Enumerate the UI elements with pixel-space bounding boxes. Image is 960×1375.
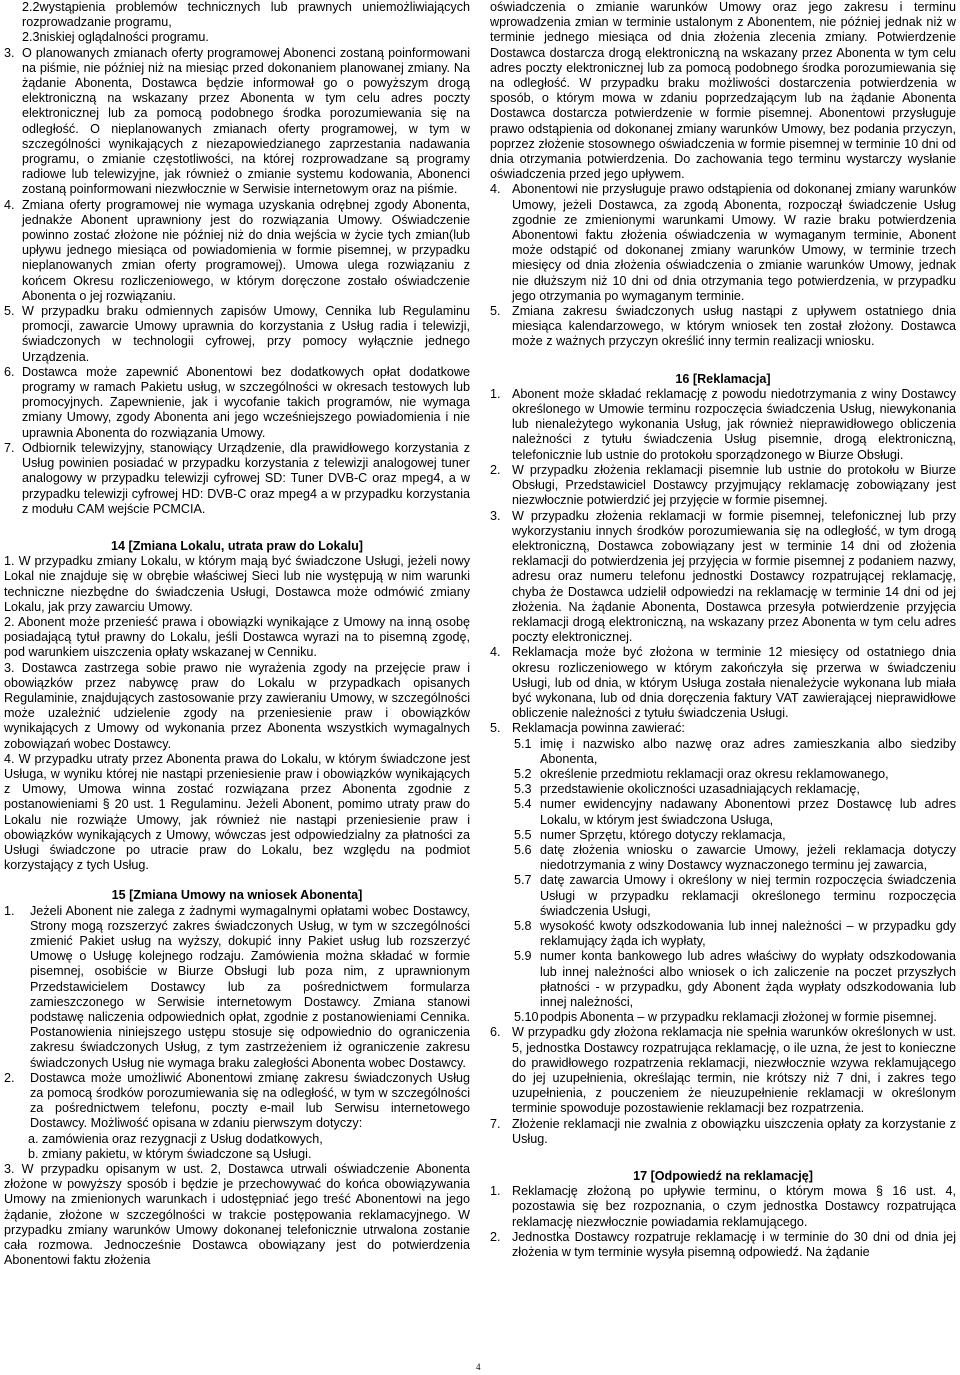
sub-item [514,949,956,1010]
item-number: 7. [490,1116,501,1131]
item-number: 5.2 [514,766,532,781]
list-item: 2.3niskiej oglądalności programu. [22,30,209,45]
item-text: W przypadku gdy złożona reklamacja nie spełnia warunków określonych w ust. 5, jednostka Dostawcy rozpatrująca reklamację, o ile uzna, że jest to konieczne do prawidłowego rozpatrzenia reklamacji, niezwłocznie wzywa reklamującego do jej uzupełnienia, określając termin, nie krótszy niż 7 dni, i zakres tego uzupełnienia, z pouczeniem że nieuzupełnienie reklamacji w określonym terminie spowoduje pozostawienie reklamacji bez rozpatrzenia. [512,1025,956,1116]
item-number: 6. [4,364,15,379]
paragraph: 2. Abonent może przenieść prawa i obowiązki wynikające z Umowy na inną osobę posiadającą tytuł prawny do Lokalu, jeśli Dostawca wyrazi na to pisemną zgodę, pod warunkiem uiszczenia opłaty wskazanej w Cenniku. [4,614,470,660]
item-number: 5.8 [514,918,532,933]
item-number: 5. [4,304,15,319]
list-item: 2.2wystąpienia problemów technicznych lub prawnych uniemożliwiających rozprowadzanie programu, [22,0,470,30]
item-number: 4. [490,182,501,197]
item-number: 4. [4,197,15,212]
section-heading: 17 [Odpowiedź na reklamację] [633,1169,813,1184]
item-number: 3. [4,45,15,60]
sub-item [514,1010,956,1025]
paragraph: oświadczenia o zmianie warunków Umowy oraz jego zakresu i terminu wprowadzenia zmian w terminie ustalonym z Abonentem, nie później jednak niż w terminie jednego miesiąca od dnia złożenia zlecenia zmiany. Potwierdzenie Dostawca dostarcza drogą elektroniczną na wskazany przez Abonenta w tym celu adres poczty elektronicznej lub za pomocą podobnego środka porozumiewania się na odległość. W przypadku braku możliwości dostarczenia potwierdzenia w sposób, o którym mowa w zdaniu poprzedzającym lub na żądanie Abonenta Dostawca dostarcza potwierdzenie w formie pisemnej. Abonentowi przysługuje prawo odstąpienia od dokonanej zmiany warunków Umowy, bez podania przyczyn, poprzez złożenie stosownego oświadczenia w formie pisemnej w terminie 10 dni od dnia otrzymania potwierdzenia. Do zachowania tego terminu wystarczy wysłanie oświadczenia przed jego upływem. [490,0,956,182]
list-item [4,904,470,1071]
odpowiedz-list [490,1184,956,1260]
item-text: O planowanych zmianach oferty programowej Abonenci zostaną poinformowani na piśmie, nie później niż na miesiąc przed dokonaniem planowanej zmiany. Na żądanie Abonenta, Dostawca będzie informował go o powyższym drogą elektroniczną na wskazany przez Abonenta w tym celu adres poczty elektronicznej lub za pomocą podobnego środka porozumiewania się na odległość. O nieplanowanych zmianach oferty programowej, w tym w szczególności wynikających z niezapowiedzianego zaprzestania nadawania programu, o zmianie częstotliwości, na której rozprowadzane są programy radiowe lub telewizyjne, jak również o zmianie systemu kodowania, Abonenci zostaną poinformowani niezwłocznie w Serwisie internetowym oraz na piśmie. [22,45,470,197]
item-number: 5.3 [514,782,532,797]
item-text: określenie przedmiotu reklamacji oraz okresu reklamowanego, [540,766,889,781]
page-number: 4 [476,1362,481,1372]
item-number: 1. [490,386,501,401]
item-text: Reklamacja może być złożona w terminie 12 miesięcy od ostatniego dnia okresu rozliczeniowego w którym zakończyła się przerwa w świadczeniu Usługi, lub od dnia, w którym Usługa została nienależycie wykonana lub miała być wykonana, lub od dnia doręczenia faktury VAT zawierającej nieprawidłowe obliczenie należności z tytułu świadczenia Usługi. [512,645,956,721]
list-item [4,365,470,441]
item-text: Dostawca może zapewnić Abonentowi bez dodatkowych opłat dodatkowe programy w ramach Pakietu usług, w szczególności w okresach testowych lub promocyjnych. Zapewnienie, jak i wycofanie takich programów, nie wymaga zmiany Umowy, zgody Abonenta ani jego wcześniejszego powiadomienia i nie uprawnia Abonenta do rozwiązania Umowy. [22,364,470,440]
reklamacja-list-tail [490,1025,956,1147]
sub-item [514,767,956,782]
item-text: Jednostka Dostawcy rozpatruje reklamację i w terminie do 30 dni od dnia jej złożenia w tym terminie wysyła pisemną odpowiedź. Na żądanie [512,1229,956,1260]
section-heading: 16 [Reklamacja] [675,371,771,386]
paragraph: 1. W przypadku zmiany Lokalu, w którym mają być świadczone Usługi, jeżeli nowy Lokal nie znajduje się w obrębie właściwej Sieci lub nie występują w nim warunki techniczne niezbędne do świadczenia Usługi, Dostawca może odmówić zmiany Lokalu, jak przy zawarciu Umowy. [4,554,470,614]
item-number: 5.1 [514,736,532,751]
item-text: podpis Abonenta – w przypadku reklamacji złożonej w formie pisemnej. [540,1010,937,1025]
item-text: W przypadku braku odmiennych zapisów Umowy, Cennika lub Regulaminu promocji, zawarcie Umowy uprawnia do korzystania z Usług radia i telewizji, świadczonych w technologii cyfrowej, przy pomocy wyłącznie jednego Urządzenia. [22,304,470,364]
item-text: Odbiornik telewizyjny, stanowiący Urządzenie, dla prawidłowego korzystania z Usług powinien posiadać w przypadku korzystania z telewizji analogowej tuner analogowy w przypadku telewizji cyfrowej SD: Tuner DVB-C oraz mpeg4, a w przypadku telewizji cyfrowej HD: DVB-C oraz mpeg4 a w przypadku korzystania z modułu CAM wejście PCMCIA. [22,440,470,516]
item-text: przedstawienie okoliczności uzasadniających reklamację, [540,782,860,797]
item-number: 5. [490,721,501,736]
item-number: 7. [4,440,15,455]
sub-item [514,919,956,949]
sub-item [514,828,956,843]
list-item [4,304,470,365]
list-item [490,1025,956,1116]
list-item [490,509,956,646]
item-text: Dostawca może umożliwić Abonentowi zmianę zakresu świadczonych Usług za pomocą środków porozumiewania się na odległość, w tym w szczególności za pośrednictwem telefonu, poczty e-mail lub Serwisu internetowego Dostawcy. Możliwość opisana w zdaniu pierwszym dotyczy: [30,1070,470,1131]
item-text: W przypadku złożenia reklamacji pisemnie lub ustnie do protokołu w Biurze Obsługi, Przedstawiciel Dostawcy przyjmujący reklamację zobowiązany jest niezwłocznie potwierdzić jej przyjęcie w formie pisemnej. [512,462,956,508]
item-number: 5.4 [514,797,532,812]
sub-item: b. zmiany pakietu, w którym świadczone są Usługi. [28,1146,312,1161]
reklamacja-list [490,387,956,737]
item-text: numer konta bankowego lub adres właściwy do wypłaty odszkodowania lub innej należności albo wniosek o ich zaliczenie na poczet przyszłych płatności - w przypadku, gdy Abonent żąda wypłaty odszkodowania lub innej należności, [540,949,956,1009]
sub-item [514,873,956,919]
list-item [4,1071,470,1132]
right-column [490,0,956,1260]
sub-item: a. zamówienia oraz rezygnacji z Usług dodatkowych, [28,1131,323,1146]
item-number: 5.7 [514,873,532,888]
list-item [490,1184,956,1230]
item-number: 5.10 [514,1010,539,1025]
list-item [490,1117,956,1147]
item-number: 2. [490,1229,501,1244]
list-item [490,721,956,736]
paragraph: 3. W przypadku opisanym w ust. 2, Dostawca utrwali oświadczenie Abonenta złożone w powyższy sposób i będzie je przechowywać do końca obowiązywania Umowy na zmienionych warunkach i udostępniać jego treść Abonentowi na jego żądanie, złożone w szczególności w trakcie postępowania reklamacyjnego. W przypadku zmiany warunków Umowy dokonanej telefonicznie utrwalona zostanie cała rozmowa. Jednocześnie Dostawca obowiązany jest do potwierdzenia Abonentowi faktu złożenia [4,1162,470,1268]
item-text: Reklamacja powinna zawierać: [512,721,685,736]
sub-item [514,843,956,873]
item-text: numer Sprzętu, którego dotyczy reklamacja, [540,827,786,842]
item-number: 2. [4,1070,15,1085]
item-text: Reklamację złożoną po upływie terminu, o którym mowa § 16 ust. 4, pozostawia się bez rozpoznania, o czym jednostka Dostawcy rozpatrująca reklamację niezwłocznie powiadamia reklamującego. [512,1184,956,1229]
item-number: 5.5 [514,827,532,842]
item-text: Jeżeli Abonent nie zalega z żadnymi wymagalnymi opłatami wobec Dostawcy, Strony mogą rozszerzyć zakres świadczonych Usług, w tym w szczególności zmienić Pakiet usług na wyższy, dokupić inny Pakiet usług lub rozszerzyć Umowę o Usługę kolejnego rodzaju. Zamówienia można składać w formie pisemnej, osobiście w Biurze Obsługi lub poza nim, z uprawnionym Przedstawicielem Dostawcy lub za pośrednictwem formularza zamieszczonego w Serwisie internetowym Dostawcy. Zmiana stanowi podstawę naliczenia odpowiednich opłat, zgodnie z postanowieniami Cennika. Postanowienia niniejszego ustępu stosuje się odpowiednio do ograniczenia zakresu świadczonych Usług, z tym zastrzeżeniem iż ograniczenie zakresu świadczonych Usług nie wymaga braku zaległości Abonenta wobec Dostawcy. [30,903,470,1070]
section-heading: 14 [Zmiana Lokalu, utrata praw do Lokalu] [111,538,363,553]
sub-item [514,797,956,827]
list-item [490,304,956,350]
list-item [490,463,956,509]
list-item [490,182,956,304]
item-text: Abonentowi nie przysługuje prawo odstąpienia od dokonanej zmiany warunków Umowy, jeżeli Dostawca, za zgodą Abonenta, rozpoczął świadczenie Usług zgodnie ze zmienionymi warunkami Umowy. W razie braku potwierdzenia Abonentowi faktu złożenia oświadczenia w wymaganym terminie, Abonent może odstąpić od dokonanej zmiany warunków Umowy, w terminie trzech miesięcy od dnia złożenia oświadczenia o zmianie warunków Umowy, jednak nie dłuższym niż 10 dni od dnia otrzymania tego potwierdzenia, w przypadku jego otrzymania po wymaganym terminie. [512,182,956,303]
sub-item [514,737,956,767]
item-text: datę złożenia wniosku o zawarcie Umowy, jeżeli reklamacja dotyczy niedotrzymania z winy Dostawcy wyznaczonego terminu jej zawarcia, [540,842,956,873]
item-text: W przypadku złożenia reklamacji w formie pisemnej, telefonicznej lub przy wykorzystaniu innych środków porozumiewania się na odległość, w tym drogą elektroniczną, Dostawca zobowiązany jest w terminie 14 dni od złożenia reklamacji do potwierdzenia jej przyjęcia w formie pisemnej z podaniem nazwy, adresu oraz numeru telefonu jednostki Dostawcy rozpatrującej reklamację, chyba że Dostawca udzielił odpowiedzi na reklamację w terminie 14 dni od jej złożenia. Na żądanie Abonenta, Dostawca przesyła potwierdzenie przyjęcia reklamacji drogą elektroniczną, na wskazany przez Abonenta w tym celu adres poczty elektronicznej. [512,508,956,645]
section-heading: 15 [Zmiana Umowy na wniosek Abonenta] [111,888,363,903]
left-column [4,0,470,1268]
sub-item [514,782,956,797]
item-number: 5.6 [514,842,532,857]
item-text: imię i nazwisko albo nazwę oraz adres zamieszkania albo siedziby Abonenta, [540,736,956,766]
item-text: datę zawarcia Umowy i określony w niej termin rozpoczęcia świadczenia Usługi w przypadku reklamacji określonego terminu rozpoczęcia świadczenia Usługi, [540,873,956,918]
item-number: 5.9 [514,949,532,964]
paragraph: 3. Dostawca zastrzega sobie prawo nie wyrażenia zgody na przejęcie praw i obowiązków przez nabywcę praw do Lokalu w przypadkach opisanych Regulaminie, znajdujących zastosowanie przy zawieraniu Umowy, w szczególności może uzależnić udzielenie zgody na przeniesienie praw i obowiązków wynikających z Umowy od wykonania przez Abonenta wszystkich wymagalnych zobowiązań wobec Dostawcy. [4,660,470,751]
item-number: 3. [490,508,501,523]
list-item [490,645,956,721]
item-text: Zmiana oferty programowej nie wymaga uzyskania odrębnej zgody Abonenta, jednakże Abonent uprawniony jest do rozwiązania Umowy. Oświadczenie powinno zostać złożone nie później niż do dnia wejścia w życie tych zmian(lub upływu jednego miesiąca od powiadomienia w formie pisemnej, w przypadku nieplanowanych zmian oferty programowej). Umowa ulega rozwiązaniu z końcem Okresu rozliczeniowego, w którym doręczone zostało oświadczenie Abonenta o jej rozwiązaniu. [22,197,470,303]
item-text: wysokość kwoty odszkodowania lub innej należności – w przypadku gdy reklamujący żąda ich wypłaty, [540,918,956,949]
list-item [4,441,470,517]
item-number: 6. [490,1025,501,1040]
item-text: Zmiana zakresu świadczonych usług nastąpi z upływem ostatniego dnia miesiąca kalendarzowego, w którym wniosek ten został złożony. Dostawca może z ważnych przyczyn określić inny termin realizacji wniosku. [512,304,956,349]
reklamacja-sublist [490,737,956,1026]
item-number: 1. [490,1184,501,1199]
item-number: 4. [490,645,501,660]
list-item [490,1230,956,1260]
list-item [4,198,470,304]
item-text: numer ewidencyjny nadawany Abonentowi przez Dostawcę lub adres Lokalu, w którym jest świadczona Usługa, [540,797,956,827]
item-text: Złożenie reklamacji nie zwalnia z obowiązku uiszczenia opłaty za korzystanie z Usług. [512,1116,956,1146]
item-number: 2. [490,462,501,477]
paragraph: 4. W przypadku utraty przez Abonenta prawa do Lokalu, w którym świadczone jest Usługa, w wyniku której nie nastąpi przeniesienie praw i obowiązków wynikających z Umowy, Umowa winna zostać rozwiązana przez Abonenta zgodnie z postanowieniami § 20 ust. 1 Regulaminu. Jeżeli Abonent, pomimo utraty praw do Lokalu nie rozwiąże Umowy, jak również nie nastąpi przeniesienie praw i obowiązków wynikających z Umowy, wówczas jest odpowiedzialny za płatności za Usługi świadczone po utracie praw do Lokalu, bez względu na podmiot korzystający z tych Usług. [4,751,470,873]
item-number: 1. [4,903,15,918]
list-item [490,387,956,463]
list-item [4,46,470,198]
item-text: Abonent może składać reklamację z powodu niedotrzymania z winy Dostawcy określonego w Umowie terminu rozpoczęcia świadczenia Usług, niewykonania lub nienależytego wykonania Usług, jak również nieprawidłowego obliczenia należności z tytułu świadczenia Usług pisemnie, drogą elektroniczną, telefonicznie lub ustnie do protokołu sporządzonego w Biurze Obsługi. [512,386,956,462]
item-number: 5. [490,304,501,319]
